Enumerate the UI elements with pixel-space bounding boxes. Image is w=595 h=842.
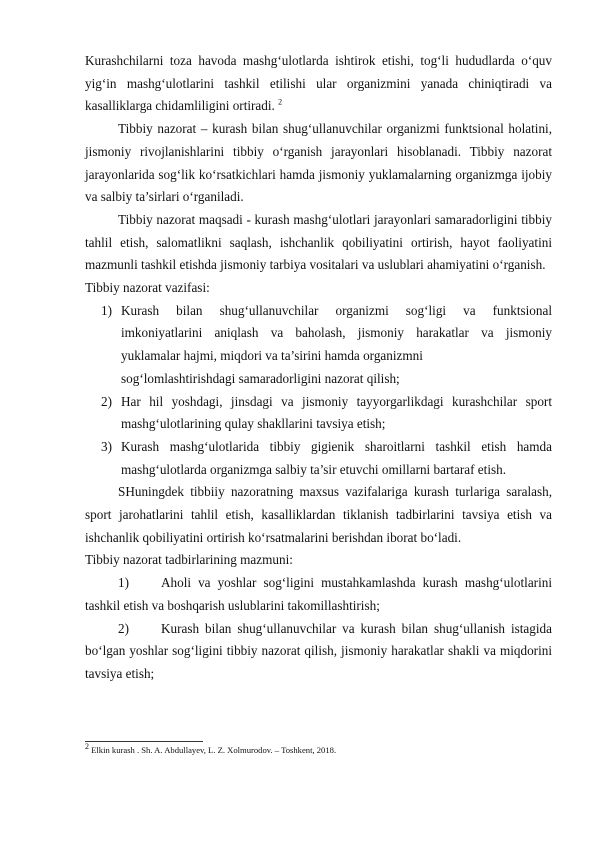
paragraph-1 [85,50,552,118]
footnote [85,742,337,756]
tasks-list [85,300,552,482]
content-heading: Tibbiy nazorat tadbirlarining mazmuni: [85,552,293,568]
task-number: 2) [101,393,112,409]
task-text: Kurash bilan shug‘ullanuvchilar organizmi sog‘ligi va funktsional imkoniyatlarini aniqlash va baholash, jismoniy harakatlar va jismoniy yuklamalar hajmi, miqdori va ta’sirini hamda organizmni [121,302,552,364]
content-item-text: Aholi va yoshlar sog‘ligini mustahkamlashda kurash mashg‘ulotlarini tashkil etish va boshqarish uslublarini takomillashtirish; [85,575,552,613]
body-text [85,50,552,686]
paragraph-3: Tibbiy nazorat maqsadi - kurash mashg‘ulotlari jarayonlari samaradorligini tibbiy tahlil etish, salomatlikni saqlash, ishchanlik qobiliyatini ortirish, hayot faoliyatini mazmunli tashkil etishda jismoniy tarbiya vositalari va uslublari ahamiyatini o‘rganish. [85,211,552,273]
content-item-number: 1) [118,575,129,591]
content-item [85,572,552,617]
task-item [85,391,552,436]
footnote-divider [85,741,203,742]
task-number: 3) [101,438,112,454]
paragraph-2: Tibbiy nazorat – kurash bilan shug‘ullanuvchilar organizmi funktsional holatini, jismoniy rivojlanishlarini tibbiy o‘rganish jarayonlari hisoblanadi. Tibbiy nazorat jarayonlarida sog‘lik ko‘rsatkichlari hamda jismoniy yuklamalarning organizmga ijobiy va salbiy ta’sirlari o‘rganiladi. [85,121,552,205]
footnote-text: Elkin kurash . Sh. A. Abdullayev, L. Z. Xolmurodov. – Toshkent, 2018. [91,745,337,755]
task-item [85,300,552,391]
task-text: Kurash mashg‘ulotlarida tibbiy gigienik sharoitlarni tashkil etish hamda mashg‘ulotlarda organizmga salbiy ta’sir etuvchi omillarni bartaraf etish. [121,438,552,477]
footnote-number: 2 [85,742,89,752]
content-item-number: 2) [118,620,129,636]
paragraph-4: SHuningdek tibbiiy nazoratning maxsus vazifalariga kurash turlariga saralash, sport jarohatlarini tahlil etish, kasalliklardan tiklanish tadbirlarini tavsiya etish va ishchanlik qobiliyatini ortirish ko‘rsatmalarini berishdan iborat bo‘ladi. [85,484,552,545]
task-item [85,436,552,481]
task-number: 1) [101,302,112,318]
task-text-continued: sog‘lomlashtirishdagi samaradorligini nazorat qilish; [121,370,400,386]
content-item [85,618,552,686]
tasks-heading: Tibbiy nazorat vazifasi: [85,280,210,296]
task-text: Har hil yoshdagi, jinsdagi va jismoniy tayyorgarlikdagi kurashchilar sport mashg‘ulotlarining qulay shakllarini tavsiya etish; [121,393,552,432]
footnote-ref: 2 [278,98,283,108]
paragraph-1-text: Kurashchilarni toza havoda mashg‘ulotlarda ishtirok etishi, tog‘li hududlarda o‘quv yig‘in mashg‘ulotlarini tashkil etilishi ular organizmini yanada chiniqtiradi va kasalliklarga chidamliligini ortiradi. [85,53,552,114]
content-item-text: Kurash bilan shug‘ullanuvchilar va kurash bilan shug‘ullanish istagida bo‘lgan yoshlar sog‘ligini tibbiy nazorat qilish, jismoniy harakatlar shakli va miqdorini tavsiya etish; [85,620,552,681]
